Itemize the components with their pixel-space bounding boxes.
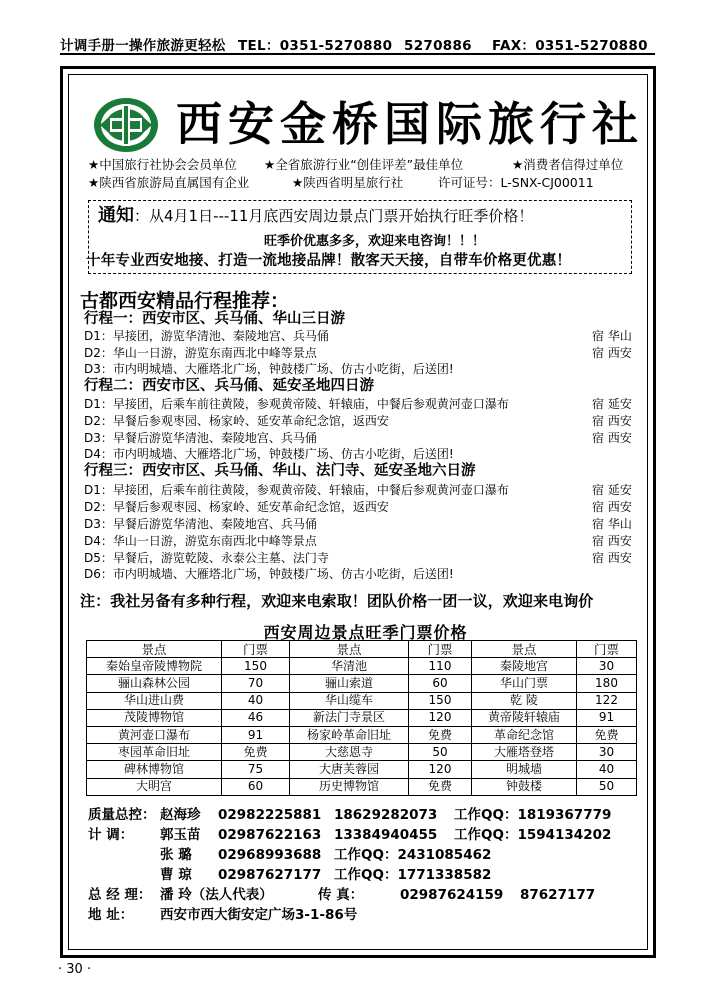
scenic-spot-cell: 枣园革命旧址	[87, 744, 222, 761]
itinerary-day: D2：早餐后参观枣园、杨家岭、延安革命纪念馆，返西安 宿 西安	[84, 414, 632, 428]
scenic-spot-cell: 历史博物馆	[290, 778, 409, 795]
column-header: 景点	[87, 641, 222, 658]
scenic-spot-cell: 骊山索道	[290, 675, 409, 692]
ticket-price-cell: 免费	[409, 778, 472, 795]
table-row	[87, 744, 637, 761]
scenic-spot-cell: 明城墙	[472, 761, 577, 778]
honors-line-1	[88, 157, 623, 173]
scenic-spot-cell: 碑林博物馆	[87, 761, 222, 778]
table-header-row	[87, 641, 637, 658]
honor-item: ★全省旅游行业“创佳评差”最佳单位	[264, 157, 464, 172]
scenic-spot-cell: 秦陵地宫	[472, 658, 577, 675]
itinerary-day: D5：早餐后，游览乾陵、永泰公主墓、法门寺 宿 西安	[84, 551, 632, 565]
scenic-spot-cell: 骊山森林公园	[87, 675, 222, 692]
header-rule	[60, 53, 655, 55]
ticket-price-cell: 免费	[577, 726, 637, 743]
scenic-spot-cell: 华山缆车	[290, 692, 409, 709]
itinerary-day: D3：市内明城墙、大雁塔北广场，钟鼓楼广场、仿古小吃街，后送团!	[84, 362, 454, 376]
scenic-spot-cell: 华山门票	[472, 675, 577, 692]
ticket-price-cell: 30	[577, 658, 637, 675]
manager-row: 总 经 理： 潘 玲（法人代表） 传 真： 02987624159 87627177	[88, 887, 596, 903]
ticket-price-cell: 122	[577, 692, 637, 709]
ticket-price-cell: 91	[222, 726, 290, 743]
ticket-price-cell: 75	[222, 761, 290, 778]
table-row	[87, 778, 637, 795]
ticket-price-cell: 70	[222, 675, 290, 692]
scenic-spot-cell: 杨家岭革命旧址	[290, 726, 409, 743]
table-row	[87, 692, 637, 709]
table-row	[87, 658, 637, 675]
honor-item: ★陕西省旅游局直属国有企业	[88, 175, 250, 190]
table-row	[87, 709, 637, 726]
itinerary-day: D4：华山一日游，游览东南西北中峰等景点 宿 西安	[84, 534, 632, 548]
scenic-spot-cell: 大雁塔登塔	[472, 744, 577, 761]
ticket-price-cell: 40	[577, 761, 637, 778]
scenic-spot-cell: 黄河壶口瀑布	[87, 726, 222, 743]
license-number: 许可证号：L-SNX-CJ00011	[438, 175, 594, 190]
ticket-table-title: 西安周边景点旺季门票价格	[263, 623, 468, 642]
ticket-price-cell: 免费	[222, 744, 290, 761]
notice-text: ：从4月1日---11月底西安周边景点门票开始执行旺季价格！	[134, 207, 534, 225]
ticket-price-cell: 60	[222, 778, 290, 795]
header-tel2: 5270886	[404, 38, 472, 54]
scenic-spot-cell: 大慈恩寺	[290, 744, 409, 761]
ticket-price-cell: 50	[409, 744, 472, 761]
manager-name: 潘 玲（法人代表）	[160, 887, 273, 903]
stay-location: 宿 西安	[592, 414, 632, 428]
stay-location: 宿 延安	[592, 483, 632, 497]
itinerary-day: D1：早接团，游览华清池、秦陵地宫、兵马俑 宿 华山	[84, 329, 632, 343]
itinerary-day: D4：市内明城墙、大雁塔北广场，钟鼓楼广场、仿古小吃街，后送团!	[84, 447, 454, 461]
honor-item: ★陕西省明星旅行社	[292, 175, 404, 190]
table-row	[87, 726, 637, 743]
honor-item: ★消费者信得过单位	[512, 157, 624, 172]
ticket-price-cell: 60	[409, 675, 472, 692]
column-header: 门票	[222, 641, 290, 658]
itinerary-day: D1：早接团，后乘车前往黄陵，参观黄帝陵、轩辕庙，中餐后参观黄河壶口瀑布 宿 延安	[84, 397, 632, 411]
ticket-price-cell: 110	[409, 658, 472, 675]
company-name: 西安金桥国际旅行社	[176, 97, 644, 151]
column-header: 景点	[472, 641, 577, 658]
ticket-price-cell: 30	[577, 744, 637, 761]
notice-line-1	[98, 205, 533, 227]
notice-line-2: 旺季价优惠多多，欢迎来电咨询！！！	[263, 234, 485, 249]
address-text: 西安市西大街安定广场3-1-86号	[160, 907, 358, 923]
scenic-spot-cell: 钟鼓楼	[472, 778, 577, 795]
stay-location: 宿 西安	[592, 500, 632, 514]
ticket-price-cell: 120	[409, 709, 472, 726]
itinerary-day: D6：市内明城墙、大雁塔北广场，钟鼓楼广场、仿古小吃街，后送团!	[84, 567, 454, 581]
itinerary-day: D2：早餐后参观枣园、杨家岭、延安革命纪念馆，返西安 宿 西安	[84, 500, 632, 514]
column-header: 门票	[409, 641, 472, 658]
stay-location: 宿 西安	[592, 534, 632, 548]
scenic-spot-cell: 大明宫	[87, 778, 222, 795]
itinerary-day: D3：早餐后游览华清池、秦陵地宫、兵马俑 宿 西安	[84, 431, 632, 445]
table-row	[87, 675, 637, 692]
stay-location: 宿 延安	[592, 397, 632, 411]
ticket-price-cell: 46	[222, 709, 290, 726]
header-slogan: 计调手册一操作旅游更轻松	[60, 38, 226, 54]
ticket-price-cell: 150	[409, 692, 472, 709]
route-title: 行程三：西安市区、兵马俑、华山、法门寺、延安圣地六日游	[84, 463, 476, 479]
notice-line-3: 十年专业西安地接、打造一流地接品牌！散客天天接，自带车价格更优惠！	[86, 253, 572, 269]
route-title: 行程一：西安市区、兵马俑、华山三日游	[84, 311, 345, 327]
stay-location: 宿 西安	[592, 346, 632, 360]
page-number: · 30 ·	[58, 962, 92, 977]
contact-row: 曹 琼 02987627177 工作QQ：1771338582	[160, 867, 492, 883]
stay-location: 宿 西安	[592, 431, 632, 445]
company-logo-icon	[92, 96, 160, 154]
address-row: 地 址： 西安市西大街安定广场3-1-86号	[88, 907, 358, 923]
itinerary-day: D2：华山一日游，游览东南西北中峰等景点 宿 西安	[84, 346, 632, 360]
contact-row: 质量总控： 赵海珍 02982225881 18629282073 工作QQ：1819367779	[88, 807, 612, 823]
scenic-spot-cell: 革命纪念馆	[472, 726, 577, 743]
ticket-price-cell: 180	[577, 675, 637, 692]
ticket-price-cell: 50	[577, 778, 637, 795]
itinerary-note: 注：我社另备有多种行程，欢迎来电索取！团队价格一团一议，欢迎来电询价	[80, 592, 594, 610]
itinerary-section-title: 古都西安精品行程推荐：	[80, 290, 290, 312]
header-fax: FAX：0351-5270880	[492, 38, 648, 54]
route-title: 行程二：西安市区、兵马俑、延安圣地四日游	[84, 378, 374, 394]
ticket-price-table	[86, 640, 637, 796]
honors-line-2	[88, 175, 594, 191]
notice-label: 通知	[98, 205, 134, 226]
contact-row: 计 调： 郭玉苗 02987622163 13384940455 工作QQ：1594134202	[88, 827, 612, 843]
scenic-spot-cell: 华山进山费	[87, 692, 222, 709]
column-header: 门票	[577, 641, 637, 658]
scenic-spot-cell: 乾 陵	[472, 692, 577, 709]
ticket-price-cell: 150	[222, 658, 290, 675]
itinerary-day: D3：早餐后游览华清池、秦陵地宫、兵马俑 宿 华山	[84, 517, 632, 531]
scenic-spot-cell: 秦始皇帝陵博物院	[87, 658, 222, 675]
stay-location: 宿 西安	[592, 551, 632, 565]
table-row	[87, 761, 637, 778]
scenic-spot-cell: 大唐芙蓉园	[290, 761, 409, 778]
column-header: 景点	[290, 641, 409, 658]
scenic-spot-cell: 茂陵博物馆	[87, 709, 222, 726]
stay-location: 宿 华山	[592, 329, 632, 343]
scenic-spot-cell: 黄帝陵轩辕庙	[472, 709, 577, 726]
itinerary-day: D1：早接团，后乘车前往黄陵，参观黄帝陵、轩辕庙，中餐后参观黄河壶口瀑布 宿 延安	[84, 483, 632, 497]
header-tel: TEL：0351-5270880	[238, 38, 393, 54]
stay-location: 宿 华山	[592, 517, 632, 531]
scenic-spot-cell: 新法门寺景区	[290, 709, 409, 726]
contact-row: 张 璐 02968993688 工作QQ：2431085462	[160, 847, 492, 863]
scenic-spot-cell: 华清池	[290, 658, 409, 675]
fax-number: 02987624159	[400, 887, 504, 903]
ticket-price-cell: 免费	[409, 726, 472, 743]
ticket-price-cell: 120	[409, 761, 472, 778]
ticket-price-cell: 91	[577, 709, 637, 726]
ticket-price-cell: 40	[222, 692, 290, 709]
honor-item: ★中国旅行社协会会员单位	[88, 157, 237, 172]
